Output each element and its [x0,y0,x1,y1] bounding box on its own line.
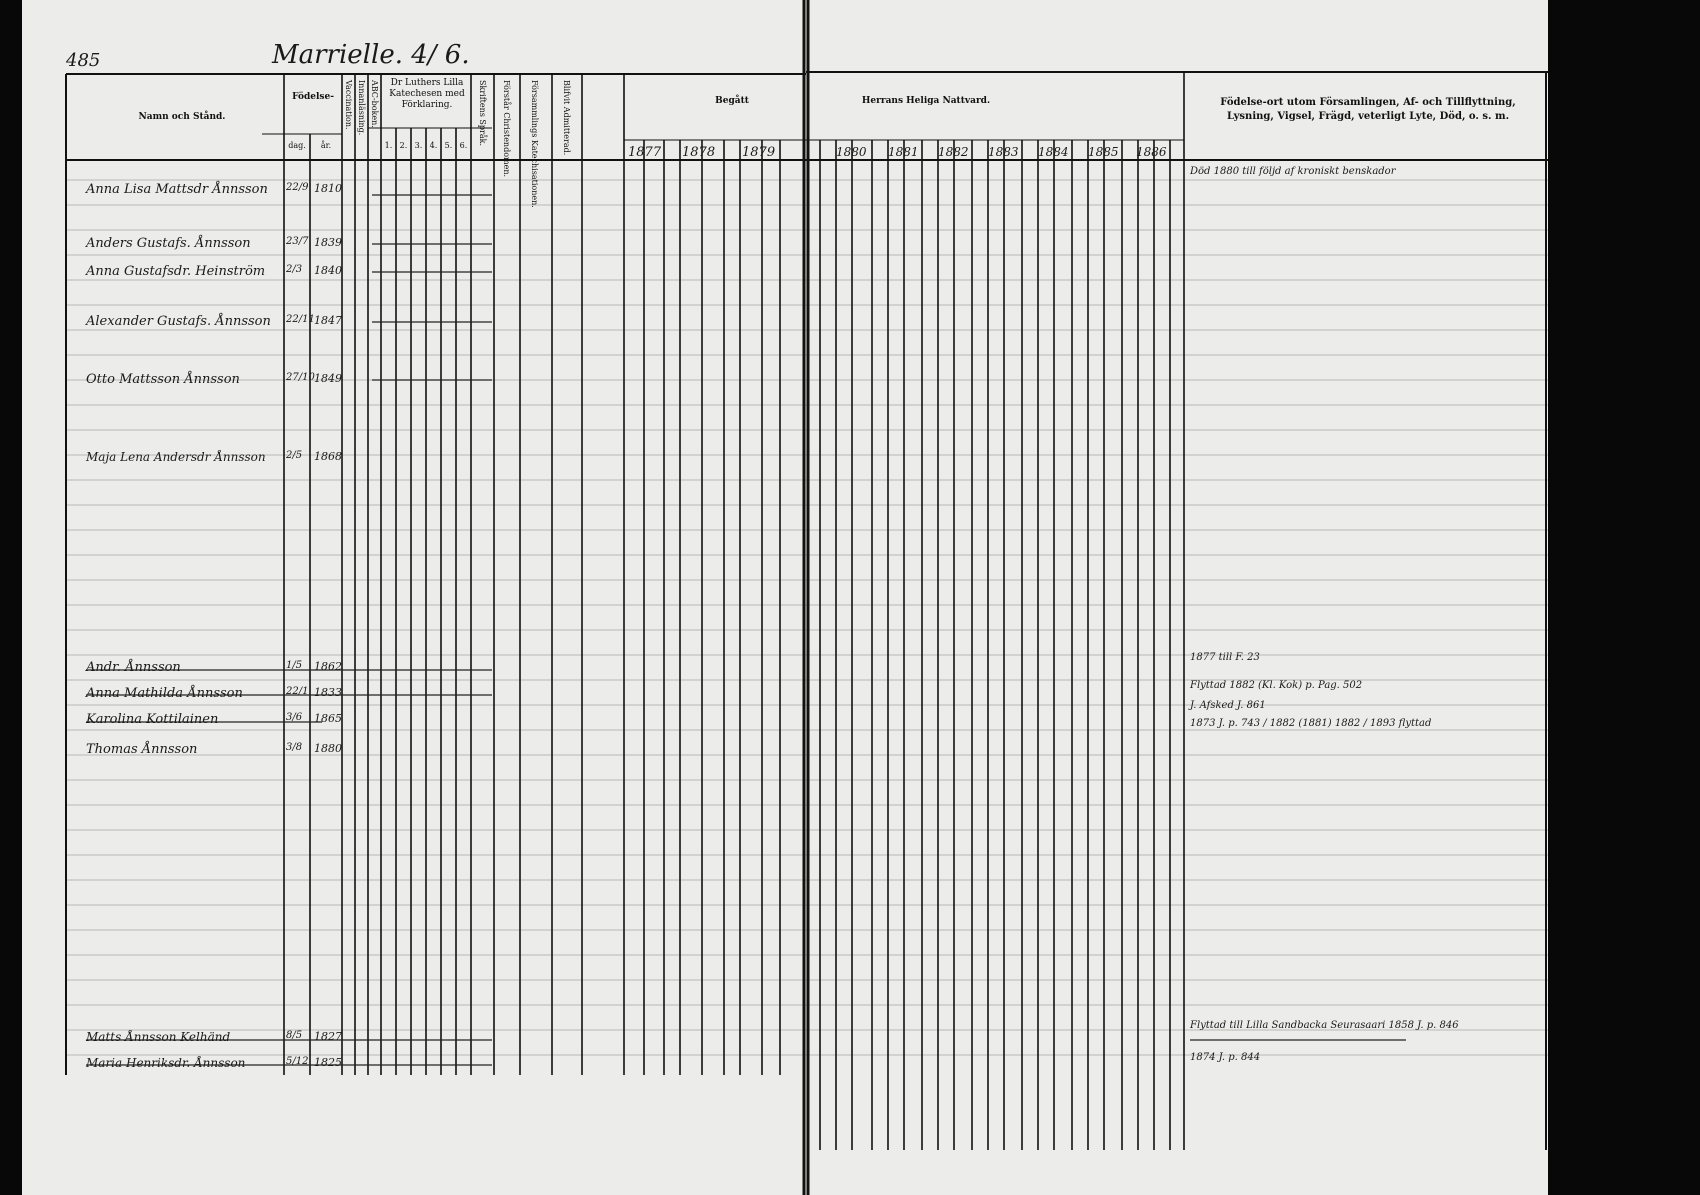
entry-year-9: 1865 [314,712,342,725]
entry-remark-11: Flyttad till Lilla Sandbacka Seurasaari 1858 J. p. 846 [1190,1020,1459,1031]
header-katechesen: Dr Luthers Lilla Katechesen med Förklaring. [389,78,465,110]
year-1884: 1884 [1038,145,1069,159]
entry-year-6: 1868 [314,450,342,463]
header-abc: ABC-boken. [370,80,379,128]
year-1886: 1886 [1136,145,1167,159]
entry-year-4: 1847 [314,314,342,327]
entry-dag-6: 2/5 [286,450,303,461]
scan-margin-right [1548,0,1700,1195]
entry-year-3: 1840 [314,264,342,277]
page-title: Marrielle. 4/ 6. [272,40,470,70]
header-fodelse: Födelse- [292,92,334,102]
left-page [22,0,806,1195]
entry-dag-3: 2/3 [286,264,303,275]
entry-remark-8: Flyttad 1882 (Kl. Kok) p. Pag. 502 [1190,680,1363,691]
entry-name-2: Anders Gustafs. Ånnsson [86,236,251,251]
entry-dag-8: 22/1 [286,686,309,697]
entry-name-3: Anna Gustafsdr. Heinström [86,264,266,279]
entry-dag-9: 3/6 [286,712,303,723]
entry-name-12: Maria Henriksdr. Ånnsson [86,1056,246,1070]
entry-name-4: Alexander Gustafs. Ånnsson [86,314,271,329]
kat-col-1: 1. [384,141,393,150]
kat-col-2: 2. [399,141,408,150]
kat-col-4: 4. [429,141,438,150]
entry-year-8: 1833 [314,686,342,699]
header-vaccination: Vaccination. [344,80,353,130]
entry-name-11: Matts Ånnsson Kelhänd [86,1030,231,1044]
header-herrans-nattvard: Herrans Heliga Nattvard. [861,96,991,106]
right-page [806,0,1548,1195]
entry-remark-7: 1877 till F. 23 [1190,652,1260,663]
header-begatt: Begått [715,96,749,106]
right-page-ruling [806,0,1548,1195]
header-ar: år. [320,141,332,150]
header-forstar-christendom: Förstår Christendomen. [502,80,511,178]
entry-dag-7: 1/5 [286,660,303,671]
entry-name-7: Andr. Ånnsson [86,660,181,675]
header-dag: dag. [288,141,306,150]
entry-dag-5: 27/10 [286,372,315,383]
entry-dag-4: 22/11 [286,314,315,325]
scan-margin-left [0,0,22,1195]
entry-dag-11: 8/5 [286,1030,303,1041]
header-forsamlingskatechisation: Försammlings Katechisationen. [530,80,539,208]
entry-name-5: Otto Mattsson Ånnsson [86,372,240,387]
header-remarks: Födelse-ort utom Församlingen, Af- och Tillflyttning, Lysning, Vigsel, Frägd, veterligt Lyte, Död, o. s. m. [1220,97,1516,122]
header-name: Namn och Stånd. [138,112,226,122]
header-skriftens-sprak: Skriftens Språk. [478,80,487,147]
entry-year-12: 1825 [314,1056,342,1069]
kat-col-5: 5. [444,141,453,150]
left-page-ruling [22,0,806,1195]
year-1879: 1879 [742,145,776,160]
entry-year-10: 1880 [314,742,342,755]
year-1880: 1880 [836,145,867,159]
entry-remark-1: Död 1880 till följd af kroniskt benskador [1190,166,1396,177]
entry-dag-12: 5/12 [286,1056,309,1067]
header-blifvit-admitterad: Blifvit Admitterad. [562,80,571,156]
year-1882: 1882 [938,145,969,159]
year-1883: 1883 [988,145,1019,159]
entry-name-6: Maja Lena Andersdr Ånnsson [86,450,266,464]
entry-year-2: 1839 [314,236,342,249]
entry-remark-9: J. Afsked J. 861 [1190,700,1266,711]
entry-year-11: 1827 [314,1030,342,1043]
kat-col-6: 6. [459,141,468,150]
year-1877: 1877 [628,145,662,160]
year-1881: 1881 [888,145,919,159]
header-innanlasning: Innanläsning. [357,80,366,136]
entry-remark-12: 1874 J. p. 844 [1190,1052,1261,1063]
entry-remark-10: 1873 J. p. 743 / 1882 (1881) 1882 / 1893 flyttad [1190,718,1432,729]
entry-year-1: 1810 [314,182,342,195]
entry-name-1: Anna Lisa Mattsdr Ånnsson [86,182,268,197]
page-number: 485 [66,50,101,71]
entry-year-7: 1862 [314,660,342,673]
entry-name-9: Karolina Kottilainen [86,712,219,727]
entry-dag-1: 22/9 [286,182,309,193]
year-1878: 1878 [682,145,716,160]
kat-col-3: 3. [414,141,423,150]
entry-dag-10: 3/8 [286,742,303,753]
entry-year-5: 1849 [314,372,342,385]
entry-dag-2: 23/7 [286,236,309,247]
entry-name-10: Thomas Ånnsson [86,742,198,757]
year-1885: 1885 [1088,145,1119,159]
entry-name-8: Anna Mathilda Ånnsson [86,686,243,701]
